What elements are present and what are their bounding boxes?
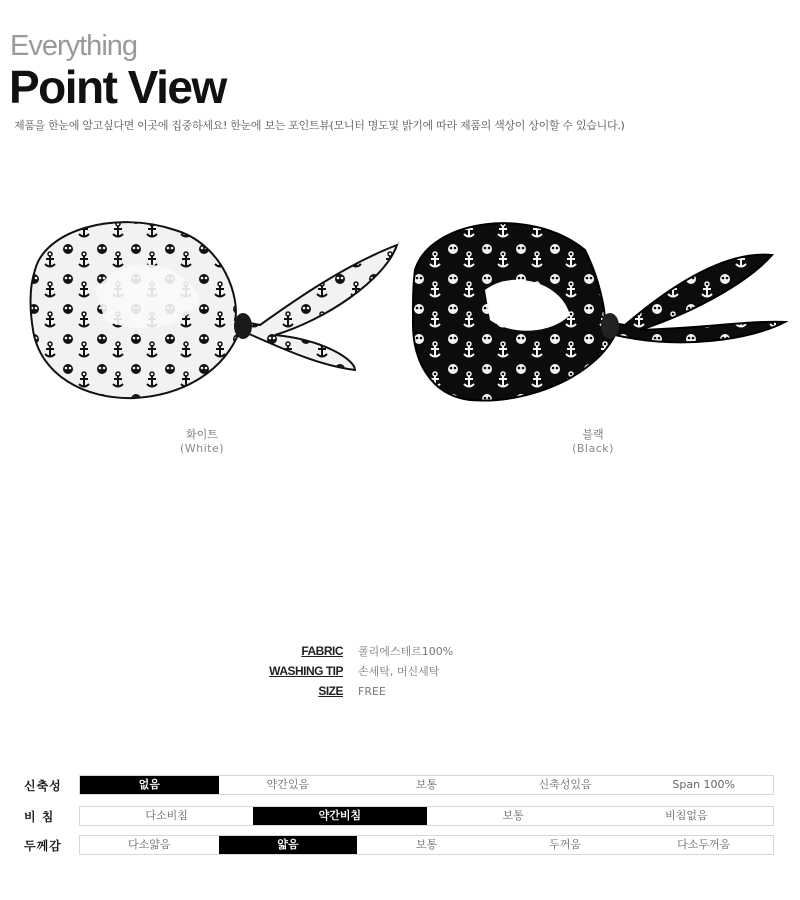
scale-bar xyxy=(79,775,774,795)
scale-bar xyxy=(79,835,774,855)
product-black-image xyxy=(410,210,790,410)
scale-option: 얇음 xyxy=(219,836,358,854)
spec-row-fabric xyxy=(200,641,520,661)
scale-option: 두꺼움 xyxy=(549,838,582,851)
scale-label: 두께감 xyxy=(24,839,62,853)
scale-option: Span 100% xyxy=(672,778,735,791)
scale-option: 다소얇음 xyxy=(128,838,171,851)
scarf-white-illustration xyxy=(25,210,405,410)
scale-sheerness xyxy=(0,806,800,826)
scale-thickness xyxy=(0,835,800,855)
product-white-image xyxy=(25,210,405,410)
product-black-caption xyxy=(493,428,693,456)
product-white-sub: (White) xyxy=(179,442,225,455)
spec-value: FREE xyxy=(358,684,386,698)
intro-text: 제품을 한눈에 알고싶다면 이곳에 집중하세요! 한눈에 보는 포인트뷰(모니터 명도및 밝기에 따라 제품의 색상이 상이할 수 있습니다.) xyxy=(14,119,625,132)
spec-label: SIZE xyxy=(318,684,343,698)
spec-label: WASHING TIP xyxy=(269,664,343,678)
scale-label: 신축성 xyxy=(24,779,62,793)
product-white-name: 화이트 xyxy=(186,428,218,441)
scale-option: 약간비침 xyxy=(253,807,426,825)
scale-bar xyxy=(79,806,774,826)
scale-option: 신축성있음 xyxy=(538,778,592,791)
scale-option: 비침없음 xyxy=(665,809,708,822)
spec-value: 손세탁, 머신세탁 xyxy=(358,665,440,678)
scale-option: 다소비침 xyxy=(145,809,188,822)
scale-option: 약간있음 xyxy=(266,778,310,791)
scale-option: 보통 xyxy=(502,809,524,822)
scale-option: 보통 xyxy=(415,778,438,791)
scarf-black-illustration xyxy=(410,210,790,410)
product-black-sub: (Black) xyxy=(572,442,614,455)
spec-row-size xyxy=(200,681,520,701)
spec-row-washing-tip xyxy=(200,661,520,681)
spec-table xyxy=(200,641,520,701)
page-title: Point View xyxy=(9,61,226,113)
header-kicker: Everything xyxy=(10,30,138,62)
scale-label: 비 침 xyxy=(24,810,55,824)
scale-option: 없음 xyxy=(80,776,219,794)
scale-option: 보통 xyxy=(415,838,438,851)
spec-value: 폴리에스테르100% xyxy=(358,645,454,658)
spec-label: FABRIC xyxy=(301,644,343,658)
product-black-name: 블랙 xyxy=(582,428,604,441)
scale-stretch xyxy=(0,775,800,795)
scale-option: 다소두꺼움 xyxy=(677,838,731,851)
product-white-caption xyxy=(102,428,302,456)
